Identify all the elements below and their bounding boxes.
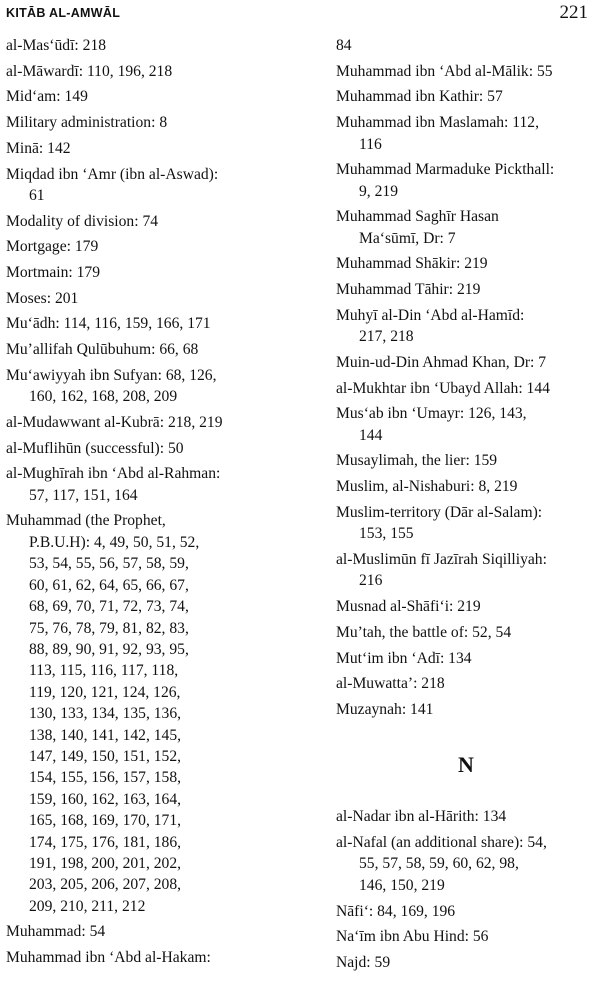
index-entry: al-Mas‘ūdī: 218 [6,37,107,54]
index-entry: Mortgage: 179 [6,238,99,256]
index-entry: Muslim-territory (Dār al-Salam): 153, 155 [336,503,543,543]
running-head: KITĀB AL-AMWĀL [6,6,121,20]
index-entry: Muhammad ibn ‘Abd al-Mālik: 55 [336,62,553,80]
index-entry: 84 [336,37,352,54]
index-entry: al-Muwatta’: 218 [336,675,445,693]
index-entry: Mus‘ab ibn ‘Umayr: 126, 143, 144 [336,405,527,444]
index-group-m [336,35,596,720]
index-entry: Modality of division: 74 [6,212,159,230]
index-column-right [336,35,596,978]
index-entry: Muhammad Tāhir: 219 [336,281,481,299]
index-entry: al-Mukhtar ibn ‘Ubayd Allah: 144 [336,379,550,397]
index-entry: Mu’allifah Qulūbuhum: 66, 68 [6,341,199,359]
index-entry: Mut‘im ibn ‘Adī: 134 [336,649,472,667]
index-entry: Muhammad: 54 [6,923,106,941]
index-entry: Muhammad ibn Kathir: 57 [336,88,503,106]
index-entry: al-Mudawwant al-Kubrā: 218, 219 [6,413,223,431]
index-entry: al-Muslimūn fī Jazīrah Siqilliyah: 216 [336,550,547,590]
index-entry: Military administration: 8 [6,114,168,132]
index-entry: Musnad al-Shāfi‘i: 219 [336,598,481,616]
index-entry: al-Nadar ibn al-Hārith: 134 [336,808,507,826]
index-entry: Mu’tah, the battle of: 52, 54 [336,623,512,641]
index-entry: Na‘īm ibn Abu Hind: 56 [336,928,489,946]
index-entry: Mu‘ādh: 114, 116, 159, 166, 171 [6,315,211,333]
index-column-left [6,35,296,973]
index-entry: Muhammad ibn ‘Abd al-Hakam: [6,949,211,967]
index-entry: Musaylimah, the lier: 159 [336,452,498,470]
index-entry: Mortmain: 179 [6,264,100,282]
index-entry: Muhyī al-Din ‘Abd al-Hamīd: 217, 218 [336,306,525,346]
page-number: 221 [559,2,588,23]
index-entry: Mid‘am: 149 [6,88,88,106]
index-entry: Muslim, al-Nishaburi: 8, 219 [336,478,518,496]
index-entry: Muin-ud-Din Ahmad Khan, Dr: 7 [336,353,547,371]
index-entry: Muhammad Marmaduke Pickthall: 9, 219 [336,161,555,200]
index-entry: Miqdad ibn ‘Amr (ibn al-Aswad): 61 [6,165,219,204]
index-entry: Nāfi‘: 84, 169, 196 [336,902,456,920]
index-entry: Muhammad ibn Maslamah: 112, 116 [336,114,539,153]
index-entry: Muhammad Shākir: 219 [336,255,488,273]
section-letter: N [458,752,474,778]
index-entry: Minā: 142 [6,139,71,157]
index-entry: Muhammad (the Prophet, P.B.U.H): 4, 49, 50, 51, 52, 53, 54, 55, 56, 57, 58, 59, 60, 61, 62, 64, 65, 66, 67, 68, 69, 70, 71, 72, 73, 74, 75, 76, 78, 79, 81, 82, 83, 88, 89, 90, 91, 92, 93, 95, 113, 115, 116, 117, 118, 119, 120, 121, 124, 126, 130, 133, 134, 135, 136, 138, 140, 141, 142, 145, 147, 149, 150, 151, 152, 154, 155, 156, 157, 158, 159, 160, 162, 163, 164, 165, 168, 169, 170, 171, 174, 175, 176, 181, 186, 191, 198, 200, 201, 202, 203, 205, 206, 207, 208, 209, 210, 211, 212 [6,512,200,915]
index-entry: Najd: 59 [336,953,391,971]
index-entry: al-Mughīrah ibn ‘Abd al-Rahman: 57, 117, 151, 164 [6,465,221,504]
index-group-n [336,806,596,973]
index-entry: Mu‘awiyyah ibn Sufyan: 68, 126, 160, 162, 168, 208, 209 [6,366,217,406]
index-entry: Muzaynah: 141 [336,700,434,718]
index-entry: al-Māwardī: 110, 196, 218 [6,62,173,80]
index-entry: Muhammad Saghīr Hasan Ma‘sūmī, Dr: 7 [336,208,499,247]
index-entry: al-Nafal (an additional share): 54, 55, 57, 58, 59, 60, 62, 98, 146, 150, 219 [336,834,547,894]
index-entry: Moses: 201 [6,289,79,307]
index-entry: al-Muflihūn (successful): 50 [6,439,184,457]
